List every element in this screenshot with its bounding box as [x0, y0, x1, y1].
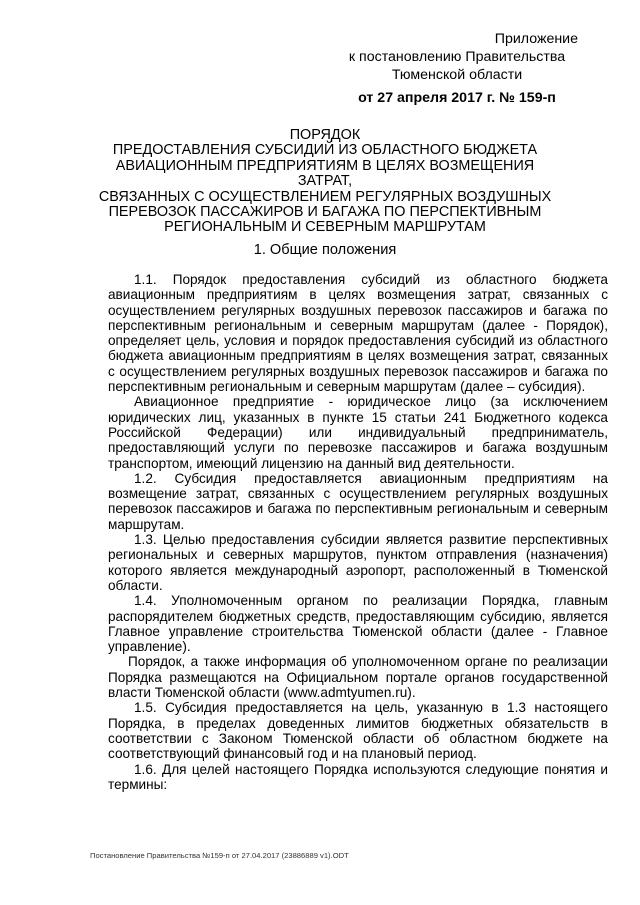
- section-heading: 1. Общие положения: [253, 242, 397, 258]
- paragraph-1-2: 1.2. Субсидия предоставляется авиационным предприятиям на возмещение затрат, связанных с осуществлением регулярных воздушных перевозок пассажиров и багажа по перспективным региональным и северным маршрутам.: [108, 470, 608, 532]
- paragraph-1-4: 1.4. Уполномоченным органом по реализации Порядка, главным распорядителем бюджетных средств, предоставляющим субсидию, является Главное управление строительства Тюменской области (далее - Главное управление).: [108, 593, 608, 655]
- paragraph-1-3: 1.3. Целью предоставления субсидии является развитие перспективных региональных и северных маршрутов, пунктом отправления (назначения) которого является международный аэропорт, расположенный в Тюменской области.: [108, 532, 608, 593]
- paragraph-1-1: 1.1. Порядок предоставления субсидий из областного бюджета авиационным предприятиям в целях возмещения затрат, связанных с осуществлением регулярных воздушных перевозок пассажиров и багажа по перспективным региональным и северным маршрутам (далее - Порядок), определяет цель, условия и порядок предоставления субсидий из областного бюджета авиационным предприятиям в целях возмещения затрат, связанных с осуществлением регулярных воздушных перевозок пассажиров и багажа по перспективным региональным и северным маршрутам (далее – субсидия).: [108, 272, 608, 395]
- title-line: СВЯЗАННЫХ С ОСУЩЕСТВЛЕНИЕМ РЕГУЛЯРНЫХ ВОЗДУШНЫХ: [98, 188, 552, 205]
- document-title: [90, 128, 560, 236]
- annex-label: Приложение: [494, 31, 578, 47]
- title-line: ПОРЯДОК: [289, 127, 361, 143]
- title-line: АВИАЦИОННЫМ ПРЕДПРИЯТИЯМ В ЦЕЛЯХ ВОЗМЕЩЕНИЯ ЗАТРАТ,: [115, 157, 535, 190]
- paragraph-definition: Авиационное предприятие - юридическое лицо (за исключением юридических лиц, указанных в пункте 15 статьи 241 Бюджетного кодекса Российской Федерации) или индивидуальный предприниматель, предоставляющий услуги по перевозке пассажиров и багажа воздушным транспортом, имеющий лицензию на данный вид деятельности.: [108, 394, 608, 471]
- document-body: [108, 272, 608, 792]
- annex-date: от 27 апреля 2017 г. № 159-п: [358, 90, 556, 106]
- annex-region: Тюменской области: [391, 67, 523, 83]
- paragraph-1-6: 1.6. Для целей настоящего Порядка используются следующие понятия и термины:: [108, 761, 608, 792]
- annex-header: [322, 30, 592, 107]
- paragraph-portal-info: Порядок, а также информация об уполномоченном органе по реализации Порядка размещаются на Официальном портале органов государственной власти Тюменской области (www.admtyumen.ru).: [108, 654, 608, 701]
- title-line: ПЕРЕВОЗОК ПАССАЖИРОВ И БАГАЖА ПО ПЕРСПЕКТИВНЫМ: [108, 204, 542, 221]
- page-footer: Постановление Правительства №159-п от 27.04.2017 (23886889 v1).ODT: [90, 851, 349, 860]
- title-line: ПРЕДОСТАВЛЕНИЯ СУБСИДИЙ ИЗ ОБЛАСТНОГО БЮДЖЕТА: [112, 142, 538, 159]
- paragraph-1-5: 1.5. Субсидия предоставляется на цель, указанную в 1.3 настоящего Порядка, в пределах доведенных лимитов бюджетных обязательств в соответствии с Законом Тюменской области об областном бюджете на соответствующий финансовый год и на плановый период.: [108, 700, 608, 762]
- title-line: РЕГИОНАЛЬНЫМ И СЕВЕРНЫМ МАРШРУТАМ: [164, 219, 486, 236]
- annex-decree-ref: к постановлению Правительства: [348, 49, 566, 65]
